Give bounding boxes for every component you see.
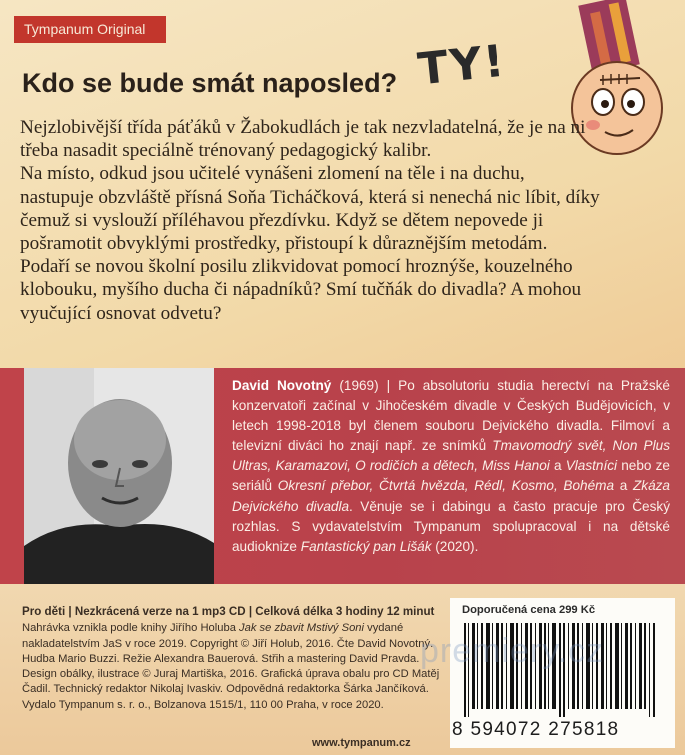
brand-badge: Tympanum Original bbox=[14, 16, 166, 43]
barcode-number: 8 594072 275818 bbox=[452, 719, 620, 740]
bio-text: . Věnuje se i dabingu a často pracuje pro Český rozhlas. S vydavatelstvím Tympanum spolupracoval i na dětské audioknize bbox=[232, 498, 671, 554]
series-title: Zkáza Dejvického divadla bbox=[232, 478, 670, 514]
bio-text: (2020). bbox=[431, 538, 479, 554]
paragraph: Podaří se novou školní posilu zlikvidovat pomocí hroznýše, kouzelného klobouku, myšího ducha či nápadníků? Smí tučňák do divadla? A mohou vyučující osnovat odvetu? bbox=[20, 256, 582, 324]
film-title: Vlastníci bbox=[565, 458, 618, 474]
credits bbox=[22, 604, 440, 713]
bio-text: a bbox=[614, 478, 633, 494]
film-list: Tmavomodrý svět, Non Plus Ultras, Karamazovi, O rodičích a dětech, Miss Hanoi bbox=[232, 438, 670, 474]
paragraph: Na místo, odkud jsou učitelé vynášeni zlomení na těle i na duchu, nastupuje obzvláště přísná Soňa Ticháčková, která si nenechá nic líbit, díky čemuž si vyslouží příléhavou přezdívku. Když se dětem nepovede ji pošramotit obvyklými prostředky, přistoupí k důraznějším metodám. bbox=[20, 163, 600, 255]
paragraph: Nejzlobivější třída páťáků v Žabokudlách je tak nezvladatelná, že je na ni třeba nasadit speciálně trénovaný pedagogický kalibr. bbox=[20, 117, 586, 162]
format-info: Pro děti | Nezkrácená verze na 1 mp3 CD | Celková délka 3 hodiny 12 minut bbox=[22, 605, 435, 618]
book-title: Jak se zbavit Mstivý Soni bbox=[239, 622, 365, 635]
credits-text: vydané nakladatelstvím JaS v roce 2019. Copyright © Jiří Holub, 2016. Čte David Novotný. Hudba Mario Buzzi. Režie Alexandra Bauerová. Střih a mastering David Pravda. Design obálky, ilustrace © Juraj Martiška, 2016. Grafická úprava obalu pro CD Matěj Čadil. Technický redaktor Nikolaj Ivaskiv. Odpovědná redaktorka Šárka Jančíková. Vydalo Tympanum s. r. o., Bolzanova 1515/1, 110 00 Praha, v roce 2020. bbox=[22, 622, 440, 711]
watermark: premiery.cz bbox=[420, 632, 605, 670]
website-link[interactable]: www.tympanum.cz bbox=[312, 737, 411, 749]
author-name: David Novotný bbox=[232, 378, 332, 393]
bio-text: nebo ze seriálů bbox=[232, 458, 670, 494]
series-list: Okresní přebor, Čtvrtá hvězda, Rédl, Kosmo, Bohéma bbox=[277, 478, 615, 494]
exclamation-text: TY! bbox=[415, 35, 509, 96]
bio-text: (1969) | Po absolutoriu studia herectví na Pražské konzervatoři začínal v Jihočeském divadle v Českých Budějovicích, v letech 1998-2018 byl členem souboru Dejvického divadla. Filmoví a televizní diváci ho znají např. ze snímků bbox=[232, 378, 670, 454]
audiobook-title: Fantastický pan Lišák bbox=[300, 538, 432, 554]
page-title: Kdo se bude smát naposled? bbox=[22, 68, 398, 98]
bio-text: a bbox=[549, 458, 566, 474]
credits-text: Nahrávka vznikla podle knihy Jiřího Holuba bbox=[22, 622, 240, 635]
description bbox=[20, 116, 600, 325]
author-photo bbox=[24, 368, 214, 584]
price-label: Doporučená cena 299 Kč bbox=[462, 604, 596, 616]
author-bio bbox=[232, 376, 670, 557]
